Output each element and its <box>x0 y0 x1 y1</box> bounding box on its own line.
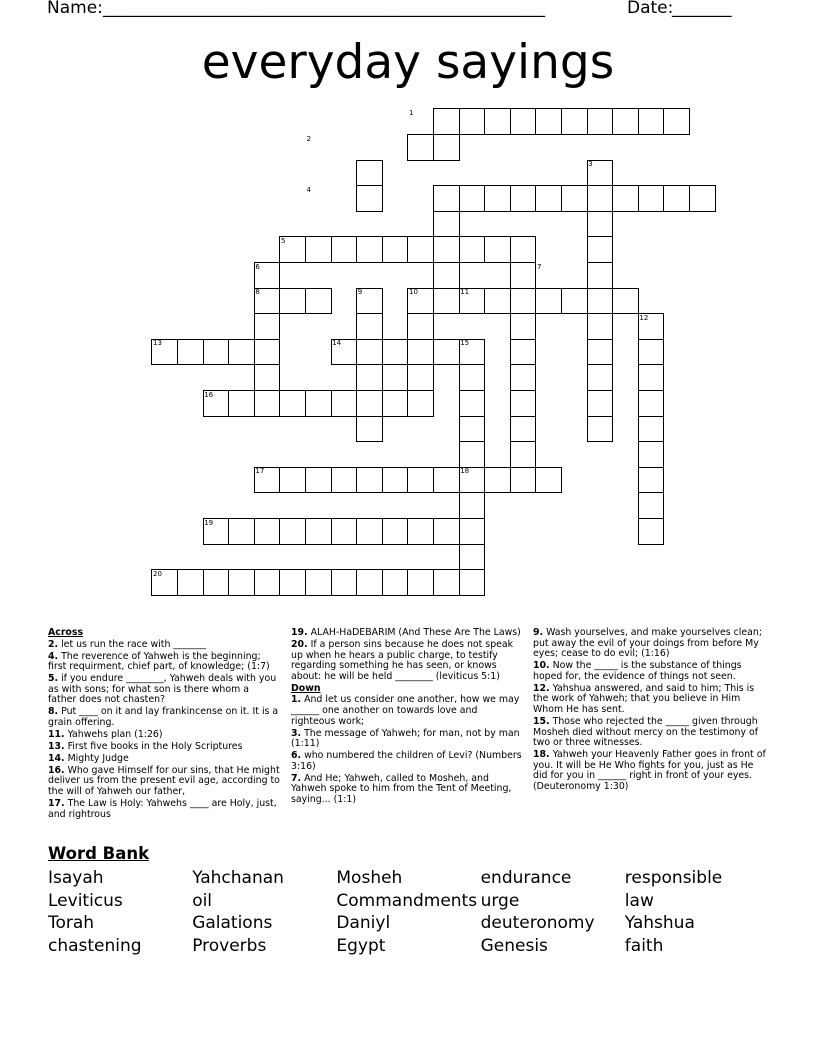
clue-number: 20 <box>153 569 162 578</box>
grid-cell[interactable] <box>382 339 409 366</box>
clue-across-20: 20. If a person sins because he does not speak up when he hears a public charge, to testify regarding something he has seen, or knows about: he will be held ________ (leviticus 5:1) <box>291 638 514 682</box>
word-bank-item: responsible <box>624 868 723 888</box>
clue-across-13: 13. First five books in the Holy Scriptures <box>48 740 243 752</box>
grid-cell[interactable] <box>484 236 511 263</box>
grid-cell[interactable] <box>228 518 255 545</box>
clue-down-7: 7. And He; Yahweh, called to Mosheh, and Yahweh spoke to him from the Tent of Meeting, saying... (1:1) <box>291 772 512 805</box>
grid-cell[interactable] <box>433 134 460 161</box>
grid-cell[interactable] <box>203 569 230 596</box>
grid-cell[interactable] <box>331 569 358 596</box>
clue-number: 5 <box>281 237 286 245</box>
grid-cell[interactable] <box>279 288 306 315</box>
grid-cell[interactable] <box>407 518 434 545</box>
clue-across-8: 8. Put ____ on it and lay frankincense on it. It is a grain offering. <box>48 706 279 728</box>
clue-across-11: 11. Yahwehs plan (1:26) <box>48 728 163 740</box>
grid-cell[interactable] <box>177 569 204 596</box>
word-bank-item: faith <box>624 935 664 956</box>
clue-down-1: 1. And let us consider one another, how we may ______ one another on towards love and righteous work; <box>291 694 520 727</box>
grid-cell[interactable] <box>638 108 665 135</box>
grid-cell[interactable] <box>407 390 434 417</box>
clue-across-14: 14. Mighty Judge <box>48 752 129 764</box>
grid-cell[interactable] <box>331 236 358 263</box>
grid-cell[interactable] <box>356 518 383 545</box>
grid-cell[interactable] <box>510 236 537 263</box>
word-bank-item: law <box>624 890 654 911</box>
grid-cell[interactable] <box>459 185 486 212</box>
grid-cell[interactable] <box>356 390 383 417</box>
clue-down-12: 12. Yahshua answered, and said to him; This is the work of Yahweh; that you believe in Him Whom He has sent. <box>533 682 755 715</box>
clue-down-9: 9. Wash yourselves, and make yourselves clean; put away the evil of your doings from before My eyes; cease to do evil; (1:16) <box>533 627 763 660</box>
grid-cell[interactable] <box>510 364 537 391</box>
word-bank-item: Genesis <box>480 935 548 956</box>
grid-cell[interactable] <box>356 569 383 596</box>
clues-column-2 <box>291 628 523 807</box>
grid-cell[interactable] <box>433 262 460 289</box>
word-bank-item: Proverbs <box>192 935 267 956</box>
grid-cell[interactable] <box>459 441 486 468</box>
grid-cell[interactable] <box>459 364 486 391</box>
clues-column-1 <box>48 628 280 822</box>
word-bank-item: Daniyl <box>336 913 391 933</box>
grid-cell[interactable] <box>356 416 383 443</box>
grid-cell[interactable] <box>535 467 562 494</box>
word-bank-item: oil <box>192 890 213 911</box>
clue-number: 14 <box>332 339 342 348</box>
grid-cell[interactable] <box>279 390 306 417</box>
clue-number: 15 <box>460 339 470 348</box>
grid-cell[interactable] <box>510 185 537 212</box>
grid-cell[interactable] <box>459 518 486 545</box>
grid-cell[interactable] <box>382 569 409 596</box>
grid-cell[interactable] <box>510 390 537 417</box>
clue-number: 3 <box>588 160 593 169</box>
grid-cell[interactable] <box>638 364 665 391</box>
grid-cell[interactable] <box>433 339 460 366</box>
clue-down-6: 6. who numbered the children of Levi? (Numbers 3:16) <box>291 750 522 772</box>
grid-cell[interactable] <box>612 288 639 315</box>
clue-number: 12 <box>639 313 649 322</box>
grid-cell[interactable] <box>228 569 255 596</box>
grid-cell[interactable] <box>228 339 255 366</box>
grid-cell[interactable] <box>663 185 690 212</box>
clues-column-3 <box>533 628 768 794</box>
grid-cell[interactable] <box>331 518 358 545</box>
clue-number: 2 <box>306 134 312 143</box>
clue-number: 16 <box>204 390 214 399</box>
grid-cell[interactable] <box>510 288 537 315</box>
grid-cell[interactable] <box>561 185 588 212</box>
word-bank-item: endurance <box>480 868 572 888</box>
grid-cell[interactable] <box>433 288 460 315</box>
clue-number: 17 <box>255 467 265 476</box>
grid-cell[interactable] <box>484 108 511 135</box>
name-line: ____________________________________________________ <box>103 0 545 18</box>
grid-cell[interactable] <box>433 185 460 212</box>
grid-cell[interactable] <box>612 108 639 135</box>
clue-number: 6 <box>255 262 260 271</box>
word-bank-item: Yahchanan <box>192 868 284 888</box>
grid-cell[interactable] <box>459 108 486 135</box>
grid-cell[interactable] <box>433 518 460 545</box>
date-line: _______ <box>672 0 732 18</box>
grid-cell[interactable] <box>433 211 460 238</box>
grid-cell[interactable] <box>459 544 486 571</box>
grid-cell[interactable] <box>305 236 332 263</box>
grid-cell[interactable] <box>459 236 486 263</box>
grid-cell[interactable] <box>638 416 665 443</box>
grid-cell[interactable] <box>587 339 614 366</box>
grid-cell[interactable] <box>587 262 614 289</box>
grid-cell[interactable] <box>407 313 434 340</box>
grid-cell[interactable] <box>587 416 614 443</box>
grid-cell[interactable] <box>484 185 511 212</box>
grid-cell[interactable] <box>587 364 614 391</box>
clue-across-5: 5. if you endure ________, Yahweh deals with you as with sons; for what son is there whom a father does not chasten? <box>48 673 277 706</box>
grid-cell[interactable] <box>382 236 409 263</box>
grid-cell[interactable] <box>510 108 537 135</box>
clue-number: 10 <box>409 288 418 297</box>
grid-cell[interactable] <box>254 569 281 596</box>
grid-cell[interactable] <box>587 108 614 135</box>
grid-cell[interactable] <box>561 108 588 135</box>
page-title: everyday sayings <box>201 35 615 90</box>
grid-cell[interactable] <box>510 441 537 468</box>
grid-cell[interactable] <box>203 339 230 366</box>
grid-cell[interactable] <box>356 160 383 187</box>
grid-cell[interactable] <box>535 108 562 135</box>
clue-number: 19 <box>204 518 214 527</box>
clue-across-2: 2. let us run the race with _______ <box>48 638 207 650</box>
grid-cell[interactable] <box>356 364 383 391</box>
grid-cell[interactable] <box>510 416 537 443</box>
grid-cell[interactable] <box>459 569 486 596</box>
grid-cell[interactable] <box>638 185 665 212</box>
grid-cell[interactable] <box>407 364 434 391</box>
grid-cell[interactable] <box>407 236 434 263</box>
grid-cell[interactable] <box>510 313 537 340</box>
word-bank-item: Torah <box>48 913 95 933</box>
word-bank-item: Egypt <box>336 935 386 956</box>
grid-cell[interactable] <box>663 108 690 135</box>
grid-cell[interactable] <box>459 390 486 417</box>
clue-number: 11 <box>460 288 470 297</box>
down-heading: Down <box>291 682 321 694</box>
grid-cell[interactable] <box>254 364 281 391</box>
grid-cell[interactable] <box>382 518 409 545</box>
clue-number: 9 <box>357 288 363 297</box>
clue-number: 7 <box>537 262 542 271</box>
grid-cell[interactable] <box>228 390 255 417</box>
grid-cell[interactable] <box>510 262 537 289</box>
word-bank-item: Mosheh <box>336 868 403 888</box>
grid-cell[interactable] <box>356 313 383 340</box>
grid-cell[interactable] <box>305 518 332 545</box>
grid-cell[interactable] <box>638 390 665 417</box>
word-bank-item: Isayah <box>48 868 104 888</box>
grid-cell[interactable] <box>638 441 665 468</box>
grid-cell[interactable] <box>459 416 486 443</box>
clue-number: 8 <box>255 288 260 297</box>
grid-cell[interactable] <box>356 236 383 263</box>
across-heading: Across <box>48 627 84 638</box>
grid-cell[interactable] <box>433 467 460 494</box>
grid-cell[interactable] <box>407 569 434 596</box>
grid-cell[interactable] <box>279 518 306 545</box>
grid-cell[interactable] <box>510 467 537 494</box>
clue-number: 13 <box>153 339 162 348</box>
grid-cell[interactable] <box>331 390 358 417</box>
clue-number: 4 <box>306 185 312 194</box>
clue-across-19: 19. ALAH-HaDEBARIM (And These Are The Laws) <box>291 627 521 638</box>
word-bank-title: Word Bank <box>48 844 150 863</box>
grid-cell[interactable] <box>254 313 281 340</box>
clue-down-18: 18. Yahweh your Heavenly Father goes in front of you. It will be He Who fights for you, just as He did for you in ______ right in front of your eyes. (Deuteronomy 1:30) <box>533 749 766 792</box>
grid-cell[interactable] <box>535 288 562 315</box>
clue-across-17: 17. The Law is Holy: Yahwehs ____ are Holy, just, and rightrous <box>48 798 277 820</box>
grid-cell[interactable] <box>587 236 614 263</box>
grid-cell[interactable] <box>356 467 383 494</box>
grid-cell[interactable] <box>254 518 281 545</box>
grid-cell[interactable] <box>433 569 460 596</box>
grid-cell[interactable] <box>459 492 486 519</box>
clue-across-4: 4. The reverence of Yahweh is the beginning; first requirment, chief part, of knowledge; (1:7) <box>48 650 270 673</box>
grid-cell[interactable] <box>305 467 332 494</box>
name-label: Name: <box>47 0 103 18</box>
grid-cell[interactable] <box>638 467 665 494</box>
grid-cell[interactable] <box>254 339 281 366</box>
clue-down-3: 3. The message of Yahweh; for man, not by man (1:11) <box>291 727 520 750</box>
grid-cell[interactable] <box>305 390 332 417</box>
date-label: Date: <box>627 0 674 18</box>
clue-number: 18 <box>460 467 470 476</box>
grid-cell[interactable] <box>407 134 434 161</box>
word-bank-item: Galations <box>192 913 273 933</box>
grid-cell[interactable] <box>331 467 358 494</box>
grid-cell[interactable] <box>279 467 306 494</box>
grid-cell[interactable] <box>433 108 460 135</box>
grid-cell[interactable] <box>638 518 665 545</box>
grid-cell[interactable] <box>305 288 332 315</box>
grid-cell[interactable] <box>305 569 332 596</box>
word-bank-item: chastening <box>48 935 142 956</box>
grid-cell[interactable] <box>612 185 639 212</box>
word-bank-item: Leviticus <box>48 890 123 911</box>
grid-cell[interactable] <box>689 185 716 212</box>
grid-cell[interactable] <box>587 185 614 212</box>
grid-cell[interactable] <box>587 288 614 315</box>
word-bank-item: Commandments <box>336 890 478 911</box>
grid-cell[interactable] <box>407 339 434 366</box>
clue-across-16: 16. Who gave Himself for our sins, that He might deliver us from the present evil age, according to the will of Yahweh our father, <box>48 764 280 798</box>
grid-cell[interactable] <box>638 492 665 519</box>
grid-cell[interactable] <box>356 339 383 366</box>
grid-cell[interactable] <box>535 185 562 212</box>
grid-cell[interactable] <box>382 390 409 417</box>
clue-number: 1 <box>409 109 414 117</box>
clue-down-15: 15. Those who rejected the _____ given through Mosheh died without mercy on the testimony of two or three witnesses. <box>533 715 759 749</box>
word-bank-item: deuteronomy <box>480 913 595 933</box>
grid-cell[interactable] <box>382 467 409 494</box>
grid-cell[interactable] <box>177 339 204 366</box>
grid-cell[interactable] <box>407 467 434 494</box>
word-bank-item: Yahshua <box>624 913 695 933</box>
grid-cell[interactable] <box>587 313 614 340</box>
grid-cell[interactable] <box>510 339 537 366</box>
grid-cell[interactable] <box>433 236 460 263</box>
grid-cell[interactable] <box>587 390 614 417</box>
grid-cell[interactable] <box>484 288 511 315</box>
grid-cell[interactable] <box>638 339 665 366</box>
word-bank-item: urge <box>480 890 520 911</box>
grid-cell[interactable] <box>254 390 281 417</box>
grid-cell[interactable] <box>561 288 588 315</box>
word-bank <box>48 867 788 959</box>
grid-cell[interactable] <box>587 211 614 238</box>
grid-cell[interactable] <box>279 569 306 596</box>
clue-down-10: 10. Now the _____ is the substance of things hoped for, the evidence of things not seen. <box>533 660 742 682</box>
grid-cell[interactable] <box>356 185 383 212</box>
grid-cell[interactable] <box>484 467 511 494</box>
